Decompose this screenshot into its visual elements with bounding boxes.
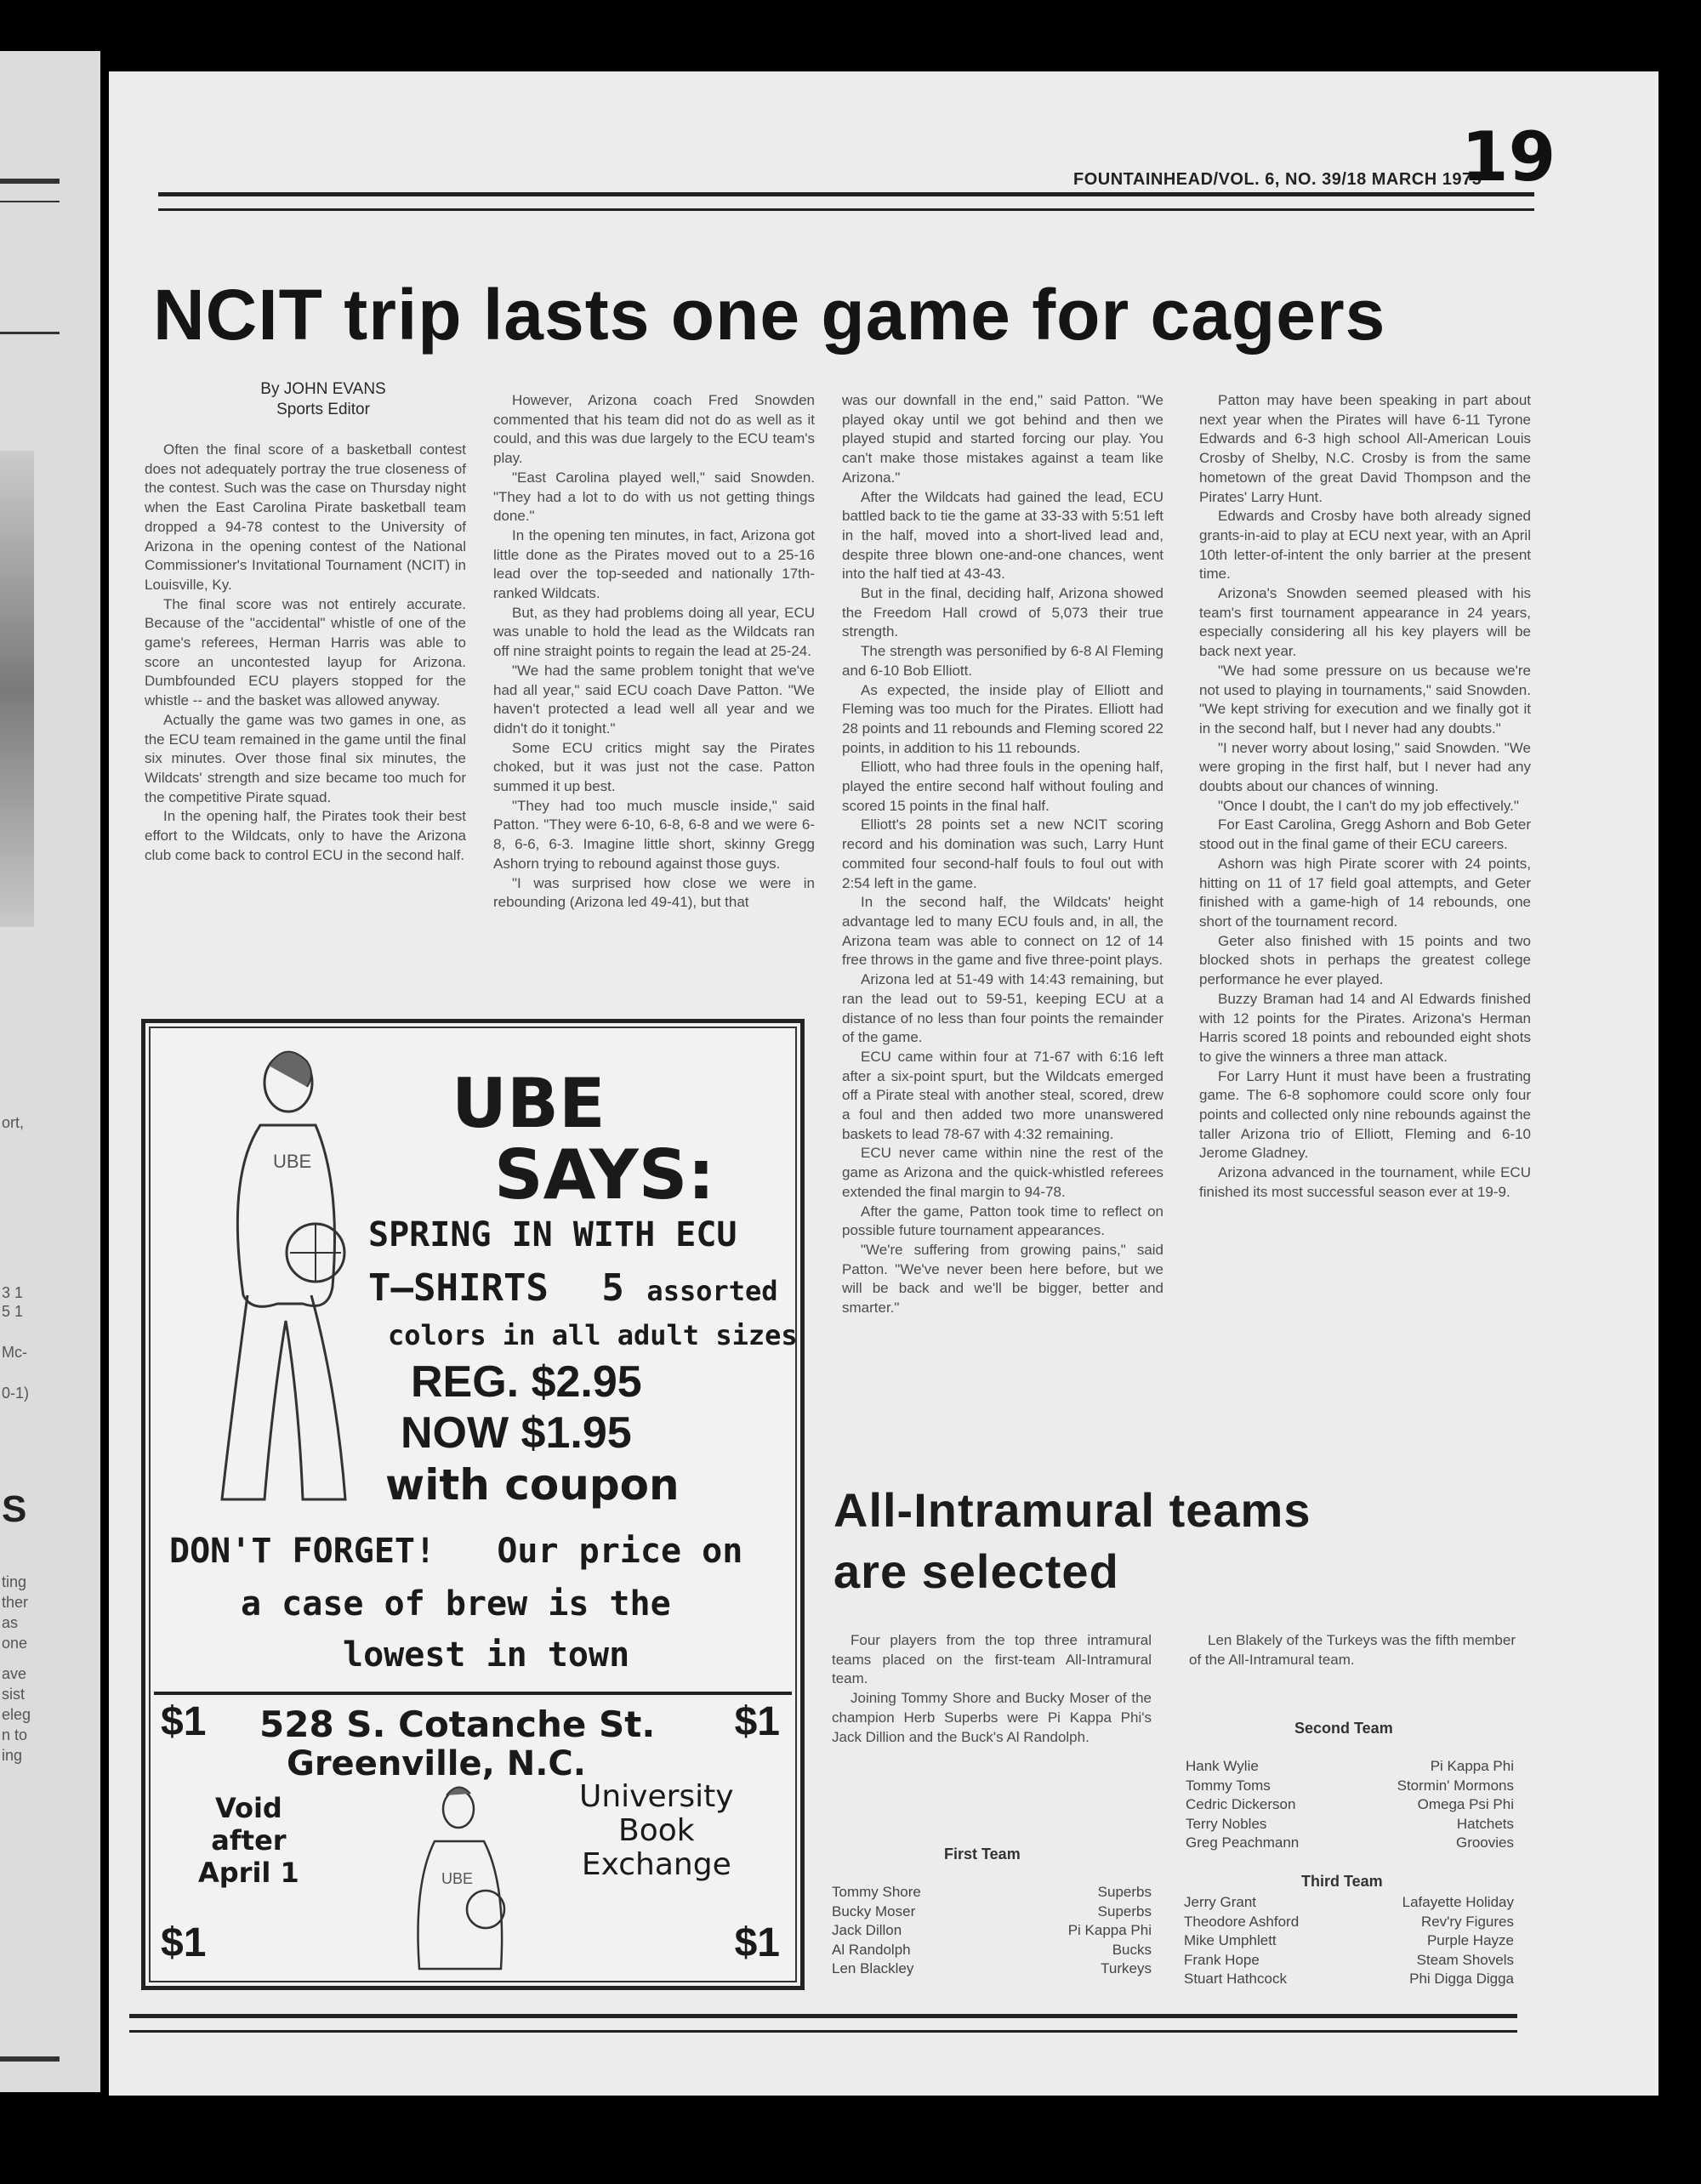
store-name-line: University [579, 1779, 734, 1814]
void-line: Void [214, 1792, 282, 1824]
paragraph: "We had the same problem tonight that we've had all year," said ECU coach Dave Patton. "We haven't protected a lead well all year and we didn't do it tonight." [493, 662, 815, 737]
paragraph: Some ECU critics might say the Pirates choked, but it was just not the case. Patton summed it up best. [493, 739, 815, 795]
facing-text-fragment: as [2, 1614, 19, 1631]
roster-row [1184, 1951, 1514, 1971]
player-team: Purple Hayze [1426, 1932, 1514, 1948]
paragraph: Four players from the top three intramural teams placed on the first-team All-Intramural team. [832, 1632, 1152, 1687]
paragraph: Often the final score of a basketball contest does not adequately portray the true closeness of the contest. Such was the case on Thursday night when the East Carolina Pirate basketball team dropped a 94-78 contest to the University of Arizona in the opening contest of the National Commissioner's Invitational Tournament (NCIT) in Louisville, Ky. [145, 441, 466, 593]
player-name: Stuart Hathcock [1184, 1971, 1287, 1987]
paragraph: In the opening half, the Pirates took their best effort to the Wildcats, only to have the Arizona club come back to control ECU in the second half. [145, 808, 466, 863]
figure-illustration-icon [188, 1040, 358, 1516]
paragraph: "Once I doubt, the I can't do my job effectively." [1218, 797, 1519, 814]
ad-tshirts: T—SHIRTS [368, 1266, 549, 1310]
paragraph: Arizona advanced in the tournament, while ECU finished its most successful season ever at 19-9. [1199, 1164, 1531, 1200]
third-team-heading: Third Team [1301, 1873, 1383, 1890]
paragraph: In the second half, the Wildcats' height advantage led to many ECU fouls and, in all, the Arizona team was able to connect on 12 of 14 free throws in the game and five three-point plays. [842, 894, 1163, 969]
player-name: Tommy Shore [832, 1884, 921, 1900]
player-name: Terry Nobles [1186, 1815, 1267, 1832]
player-name: Theodore Ashford [1184, 1913, 1300, 1930]
bottom-rule [129, 2014, 1517, 2033]
roster-row [1184, 1913, 1514, 1932]
player-team: Steam Shovels [1416, 1951, 1514, 1968]
paragraph: Elliott's 28 points set a new NCIT scoring record and his domination was such, Larry Hunt commited four second-half fouls to foul out with 2:54 left in the game. [842, 816, 1163, 891]
store-name [579, 1780, 734, 1882]
coupon-divider [154, 1692, 792, 1695]
paragraph: Arizona led at 51-49 with 14:43 remaining, but ran the lead out to 59-51, keeping ECU at a distance of no less than four points the remainder of the game. [842, 971, 1163, 1046]
roster-row [832, 1941, 1152, 1960]
paragraph: Buzzy Braman had 14 and Al Edwards finished with 12 points for the Pirates. Arizona's Herman Harris scored 18 points and rebounded eight shots to give the winners a three man attack. [1199, 990, 1531, 1065]
store-name-line: Exchange [581, 1847, 731, 1882]
paragraph: Joining Tommy Shore and Bucky Moser of the champion Herb Superbs were Pi Kappa Phi's Jack Dillion and the Buck's Al Randolph. [832, 1690, 1152, 1745]
facing-page-photo [0, 451, 34, 927]
ad-headline-says: SAYS: [494, 1135, 715, 1214]
player-team: Superbs [1097, 1884, 1152, 1900]
article-column-3 [842, 391, 1163, 1318]
paragraph: The final score was not entirely accurate. Because of the "accidental" whistle of one of the game's referees, Herman Harris was able to score an uncontested layup for Arizona. Dumbfounded ECU players stopped for the whistle -- and the basket was allowed anyway. [145, 595, 466, 709]
ad-dont-forget: DON'T FORGET! Our price on [169, 1532, 743, 1571]
facing-text-fragment: 5 1 [2, 1303, 24, 1320]
player-name: Hank Wylie [1186, 1758, 1259, 1774]
paragraph: Actually the game was two games in one, as the ECU team remained in the game until the final six minutes. Over those final six minutes, the Wildcats' strength and size became too much for the competitive Pirate squad. [145, 711, 466, 805]
player-team: Superbs [1097, 1902, 1152, 1920]
player-team: Bucks [1112, 1941, 1152, 1958]
ad-count: 5 [601, 1266, 624, 1310]
paragraph: was our downfall in the end," said Patton. "We played okay until we got behind and then we played stupid and started forcing our play. You can't make those mistakes against a team like Arizona." [842, 392, 1163, 486]
third-team-roster [1184, 1893, 1514, 1989]
roster-row [832, 1902, 1152, 1922]
ad-line-tshirts [368, 1266, 778, 1310]
facing-text-fragment: ther [2, 1594, 29, 1611]
shirt-text: UBE [273, 1151, 312, 1172]
player-name: Len Blackley [832, 1960, 914, 1976]
ad-with-coupon: with coupon [385, 1460, 680, 1510]
player-team: Omega Psi Phi [1417, 1796, 1514, 1812]
paragraph: In the opening ten minutes, in fact, Arizona got little done as the Pirates moved out to a 25-16 lead over the top-seeded and nationally 17th-ranked Wildcats. [493, 526, 815, 602]
first-team-heading: First Team [944, 1846, 1021, 1863]
coupon-value-top-right: $1 [734, 1699, 780, 1744]
intramural-column-1 [832, 1631, 1152, 1747]
intramural-headline-line: are selected [833, 1544, 1119, 1598]
paragraph: The strength was personified by 6-8 Al Fleming and 6-10 Bob Elliott. [842, 643, 1163, 679]
paragraph: But, as they had problems doing all year, ECU was unable to hold the lead as the Wildcats ran off nine straight points to regain the lead at 25-24. [493, 604, 815, 660]
roster-row [832, 1883, 1152, 1902]
player-name: Jerry Grant [1184, 1894, 1257, 1910]
facing-page-rule [0, 201, 60, 202]
paragraph: As expected, the inside play of Elliott and Fleming was too much for the Pirates. Elliott had 28 points and 11 rebounds and Fleming scored 22 points, in addition to his 11 rebounds. [842, 681, 1163, 756]
paragraph: Patton may have been speaking in part about next year when the Pirates will have 6-11 Tyrone Edwards and 6-3 high school All-American Louis Crosby of Shelby, N.C. Crosby is from the same hometown of the great David Thompson and the Pirates' Larry Hunt. [1199, 392, 1531, 505]
facing-page-rule [0, 332, 60, 334]
player-name: Mike Umphlett [1184, 1932, 1277, 1948]
store-name-line: Book [618, 1813, 695, 1848]
facing-text-fragment: ing [2, 1747, 23, 1764]
store-address-city: Greenville, N.C. [287, 1744, 586, 1783]
roster-row [1186, 1795, 1514, 1815]
roster-row [832, 1959, 1152, 1979]
paragraph: "We had some pressure on us because we're not used to playing in tournaments," said Snowden. "We kept striving for execution and we finally got it in the second half, but I never had any doubts." [1199, 662, 1531, 737]
paragraph: Arizona's Snowden seemed pleased with his team's first tournament appearance in 24 years, especially considering all his key players will be back next year. [1199, 585, 1531, 660]
ad-assorted: assorted [646, 1275, 778, 1307]
facing-text-fragment: ort, [2, 1114, 25, 1131]
player-team: Groovies [1455, 1834, 1514, 1851]
mascot-illustration-icon [401, 1782, 520, 1977]
player-name: Frank Hope [1184, 1951, 1260, 1968]
ad-case-of-brew: a case of brew is the [241, 1584, 671, 1624]
roster-row [1184, 1970, 1514, 1989]
player-name: Jack Dillon [832, 1922, 902, 1938]
paragraph: "We're suffering from growing pains," said Patton. "We've never been here before, but we will be back and we'll be bigger, better and smarter." [842, 1241, 1163, 1317]
ad-line-colors: colors in all adult sizes [388, 1319, 798, 1351]
paragraph: For East Carolina, Gregg Ashorn and Bob Geter stood out in the final game of their ECU careers. [1199, 816, 1531, 853]
paragraph: After the game, Patton took time to reflect on possible future tournament appearances. [842, 1203, 1163, 1239]
masthead-line: FOUNTAINHEAD/VOL. 6, NO. 39/18 MARCH 1975 [1073, 170, 1482, 189]
paragraph: Ashorn was high Pirate scorer with 24 points, hitting on 11 of 17 field goal attempts, and Geter finished with a game-high of 14 rebounds, one short of the tournament record. [1199, 855, 1531, 930]
facing-big-letter: S [2, 1488, 27, 1530]
second-team-heading: Second Team [1294, 1720, 1393, 1737]
page-number: 19 [1461, 117, 1556, 196]
facing-text-fragment: eleg [2, 1706, 31, 1723]
player-name: Al Randolph [832, 1941, 911, 1958]
paragraph: "East Carolina played well," said Snowden. "They had a lot to do with us not getting things done." [493, 469, 815, 525]
paragraph: "They had too much muscle inside," said Patton. "They were 6-10, 6-8, 6-8 and we were 6-8, 6-6, 6-3. Imagine little short, skinny Gregg Ashorn trying to rebound against those guys. [493, 797, 815, 872]
facing-text-fragment: sist [2, 1686, 25, 1703]
ad-lowest-in-town: lowest in town [343, 1635, 630, 1675]
player-name: Greg Peachmann [1186, 1834, 1300, 1851]
paragraph: But in the final, deciding half, Arizona showed the Freedom Hall crowd of 5,073 their true strength. [842, 585, 1163, 640]
ad-regular-price: REG. $2.95 [411, 1357, 642, 1407]
paragraph: ECU never came within nine the rest of the game as Arizona and the quick-whistled referees extended the final margin to 94-78. [842, 1145, 1163, 1200]
paragraph: For Larry Hunt it must have been a frustrating game. The 6-8 sophomore could score only four points and collected only nine rebounds against the taller Arizona trio of Elliott, Fleming and 6-10 Jerome Gladney. [1199, 1067, 1531, 1162]
roster-row [1186, 1834, 1514, 1853]
roster-row [1186, 1815, 1514, 1834]
roster-row [1184, 1893, 1514, 1913]
player-name: Tommy Toms [1186, 1777, 1271, 1794]
facing-text-fragment: 0-1) [2, 1385, 30, 1402]
article-column-1 [145, 441, 466, 865]
mascot-shirt-text: UBE [441, 1870, 474, 1887]
intramural-column-2 [1189, 1631, 1516, 1669]
store-address-street: 528 S. Cotanche St. [259, 1703, 656, 1745]
paragraph: After the Wildcats had gained the lead, ECU battled back to tie the game at 33-33 with 5:51 left in the half, moved into a short-lived lead and, despite three blown one-and-one chances, went into the half tied at 43-43. [842, 488, 1163, 583]
facing-text-fragment: one [2, 1635, 28, 1652]
article-headline: NCIT trip lasts one game for cagers [153, 275, 1386, 355]
player-team: Pi Kappa Phi [1067, 1922, 1152, 1938]
facing-text-fragment: ting [2, 1573, 27, 1590]
intramural-headline [833, 1480, 1311, 1602]
roster-row [1184, 1931, 1514, 1951]
coupon-value-top-left: $1 [161, 1699, 207, 1744]
void-line: April 1 [198, 1857, 299, 1889]
roster-row [832, 1921, 1152, 1941]
player-team: Phi Digga Digga [1409, 1971, 1514, 1987]
paragraph: Elliott, who had three fouls in the opening half, played the entire second half without fouling and scored 15 points in the final half. [842, 759, 1163, 814]
paragraph: Geter also finished with 15 points and two blocked shots in perhaps the greatest college performance he ever played. [1199, 932, 1531, 988]
ad-headline-ube: UBE [452, 1064, 606, 1143]
paragraph: "I was surprised how close we were in rebounding (Arizona led 49-41), but that [493, 874, 815, 911]
void-line: after [211, 1824, 287, 1857]
intramural-headline-line: All-Intramural teams [833, 1483, 1311, 1537]
article-column-2 [493, 391, 815, 913]
ad-sale-price: NOW $1.95 [401, 1408, 632, 1458]
player-team: Hatchets [1456, 1815, 1514, 1832]
facing-text-fragment: ave [2, 1665, 27, 1682]
coupon-value-bottom-left: $1 [161, 1920, 207, 1965]
player-team: Stormin' Mormons [1397, 1777, 1514, 1794]
byline-name: By JOHN EVANS [260, 380, 386, 398]
byline-title: Sports Editor [276, 401, 370, 418]
player-name: Bucky Moser [832, 1902, 916, 1920]
facing-page-rule [0, 2056, 60, 2062]
second-team-roster [1186, 1757, 1514, 1853]
paragraph: However, Arizona coach Fred Snowden commented that his team did not do as well as it could, and this was due largely to the ECU team's play. [493, 392, 815, 467]
facing-text-fragment: 3 1 [2, 1284, 24, 1301]
coupon-value-bottom-right: $1 [734, 1920, 780, 1965]
ad-line-spring: SPRING IN WITH ECU [368, 1215, 737, 1254]
roster-row [1186, 1777, 1514, 1796]
player-team: Rev'ry Figures [1420, 1913, 1514, 1930]
first-team-roster [832, 1883, 1152, 1979]
paragraph: Len Blakely of the Turkeys was the fifth member of the All-Intramural team. [1189, 1632, 1516, 1668]
coupon-void-notice [198, 1792, 299, 1889]
facing-page-rule [0, 179, 60, 184]
ube-advertisement [141, 1019, 805, 1990]
paragraph: "I never worry about losing," said Snowden. "We were groping in the first half, but I never had any doubts about our chances of winning. [1199, 739, 1531, 795]
facing-text-fragment: Mc- [2, 1344, 27, 1361]
article-column-4 [1199, 391, 1531, 1203]
paragraph: Edwards and Crosby have both already signed grants-in-aid to play at ECU next year, with an April 10th letter-of-intent the only barrier at the present time. [1199, 508, 1531, 583]
player-team: Turkeys [1101, 1960, 1152, 1976]
paragraph: ECU came within four at 71-67 with 6:16 left after a six-point spurt, but the Wildcats emerged off a Pirate steal with another steal, scored, drew a foul and then added two more unanswered baskets to lead 78-67 with 4:32 remaining. [842, 1048, 1163, 1142]
top-rule [158, 192, 1534, 211]
facing-page [0, 51, 100, 2092]
player-name: Cedric Dickerson [1186, 1796, 1296, 1812]
player-team: Lafayette Holiday [1402, 1894, 1514, 1910]
facing-text-fragment: n to [2, 1726, 28, 1743]
roster-row [1186, 1757, 1514, 1777]
byline [238, 379, 408, 420]
player-team: Pi Kappa Phi [1430, 1758, 1514, 1774]
